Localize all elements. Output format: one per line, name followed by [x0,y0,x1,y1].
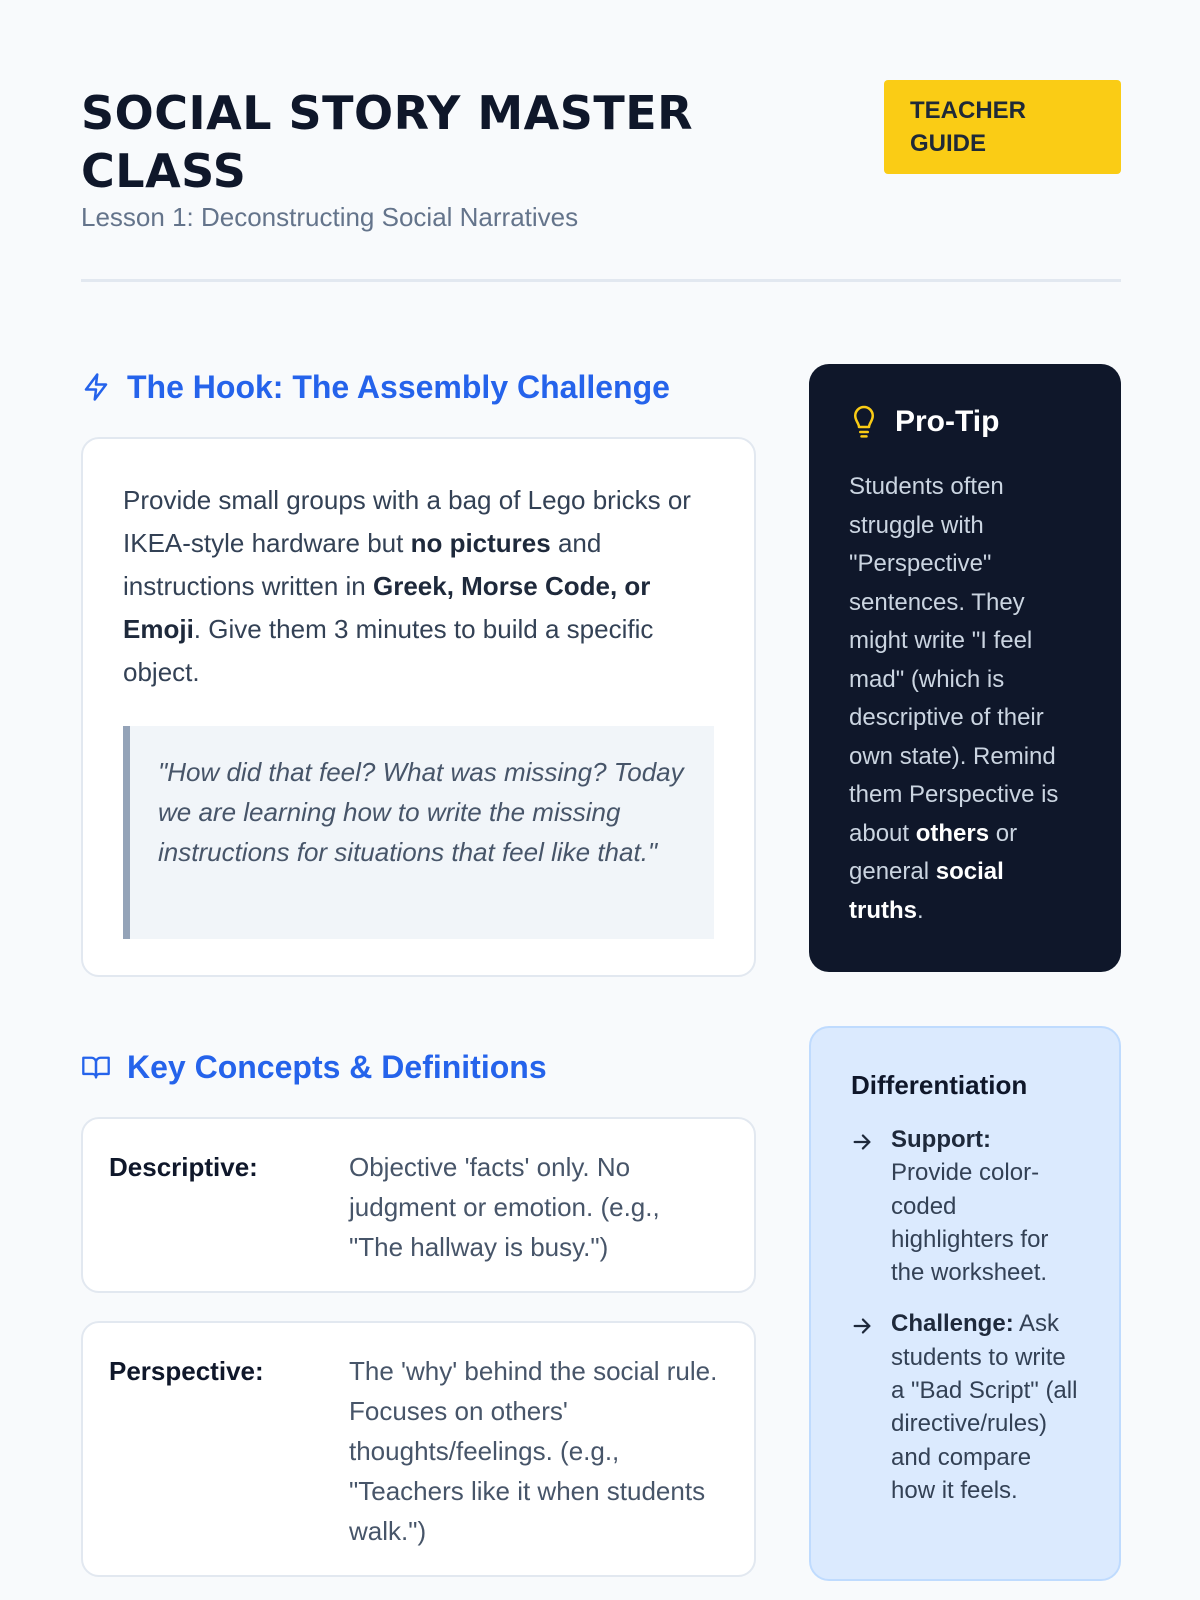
definition-text: Objective 'facts' only. No judgment or emotion. (e.g., "The hallway is busy.") [349,1152,660,1262]
lightning-icon [81,372,111,402]
pro-tip-heading: Pro-Tip [895,405,1000,438]
differentiation-panel [809,1026,1121,1581]
differentiation-item-text: Challenge: Ask students to write a "Bad Script" (all directive/rules) and compare how it feels. [891,1310,1078,1504]
definition-card-perspective [81,1321,756,1577]
teacher-guide-badge: TEACHER GUIDE [884,80,1121,174]
arrow-right-icon [851,1131,873,1153]
page-title: SOCIAL STORY MASTER CLASS [81,86,694,198]
pro-tip-text: Students often struggle with "Perspective" sentences. They might write "I feel mad" (which is descriptive of their own state). Remind them Perspective is about others or general social truths. [849,473,1059,924]
hook-text: Provide small groups with a bag of Lego bricks or IKEA-style hardware but no pictures and instructions written in Greek, Morse Code, or Emoji. Give them 3 minutes to build a specific object. [123,485,691,687]
differentiation-item-support [851,1123,1079,1289]
header [81,80,1121,282]
hook-card [81,437,756,977]
concepts-section-heading [81,1047,547,1087]
arrow-right-icon [851,1315,873,1337]
definition-term: Perspective: [109,1356,264,1386]
hook-emphasis-languages: Greek, Morse Code, or Emoji [123,571,651,644]
differentiation-item-text: Support: Provide color-coded highlighters for the worksheet. [891,1126,1049,1287]
hook-quote: "How did that feel? What was missing? Today we are learning how to write the missing instructions for situations that feel like that." [123,726,714,939]
pro-tip-header [849,404,1081,440]
definition-term: Descriptive: [109,1152,258,1182]
differentiation-item-challenge [851,1307,1079,1507]
page-subtitle: Lesson 1: Deconstructing Social Narratives [81,202,579,232]
pro-tip-emphasis-social-truths: social truths [849,858,1004,924]
pro-tip-emphasis-others: others [915,819,990,847]
hook-emphasis-no-pictures: no pictures [410,528,551,558]
definition-card-descriptive [81,1117,756,1293]
book-open-icon [81,1052,111,1082]
differentiation-heading: Differentiation [851,1070,1028,1100]
lesson-page [81,0,1121,1600]
definition-text: The 'why' behind the social rule. Focuses on others' thoughts/feelings. (e.g., "Teachers like it when students walk.") [349,1356,718,1546]
hook-section-heading [81,367,670,407]
hook-heading: The Hook: The Assembly Challenge [127,368,670,405]
pro-tip-panel [809,364,1121,972]
lightbulb-icon [849,404,879,440]
concepts-heading: Key Concepts & Definitions [127,1048,547,1085]
